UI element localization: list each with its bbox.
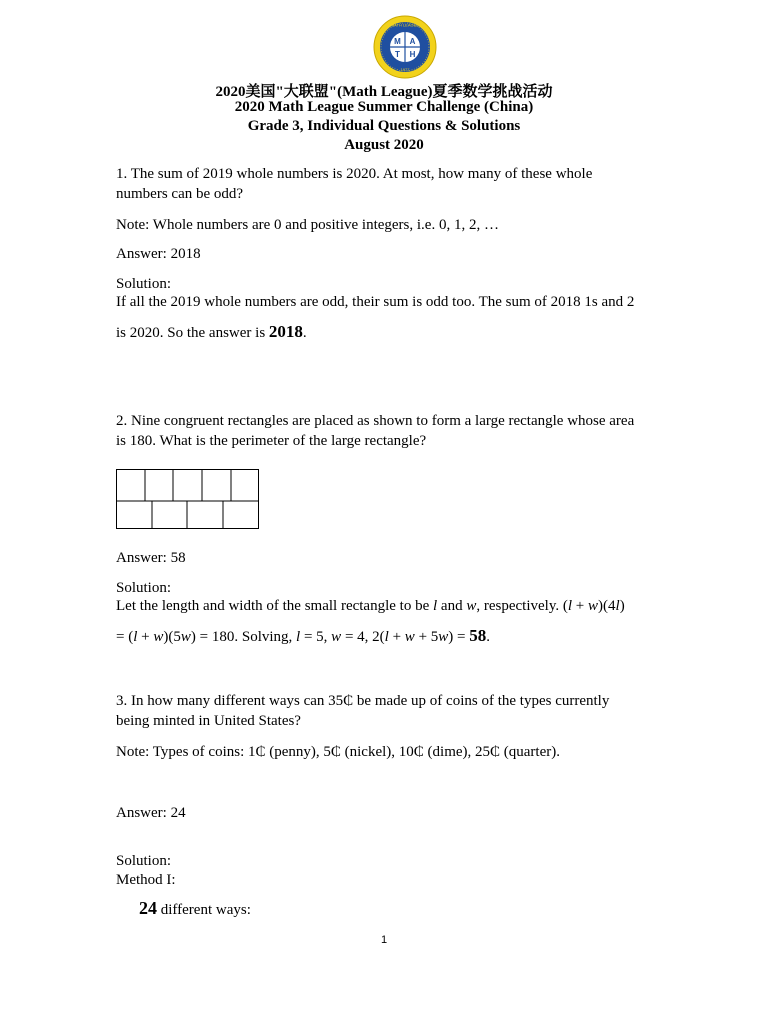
q1-solution-line2: is 2020. So the answer is 2018. [116, 322, 307, 341]
q2-answer: Answer: 58 [116, 550, 186, 566]
q2-solution-line1: Let the length and width of the small rectangle to be l and w, respectively. (l + w)(4l) [116, 598, 625, 614]
q2-answer-highlight: 58 [469, 626, 487, 645]
q1-answer-highlight: 2018 [268, 322, 303, 341]
header-title-english: 2020 Math League Summer Challenge (China) [234, 99, 534, 115]
q2-question-line2: is 180. What is the perimeter of the large rectangle? [116, 433, 427, 449]
q2-question-line1: 2. Nine congruent rectangles are placed as shown to form a large rectangle whose area [116, 413, 635, 429]
logo-ring-text: MATH LEAGUE [390, 22, 420, 28]
q2-solution-line2: = (l + w)(5w) = 180. Solving, l = 5, w = 4, 2(l + w + 5w) = 58. [116, 626, 491, 645]
q3-ways-line: 24 different ways: [139, 898, 251, 918]
q3-question-line2: being minted in United States? [116, 713, 301, 729]
logo-letter-m: M [394, 37, 401, 46]
q1-solution-label: Solution: [116, 276, 172, 292]
q3-ways-count: 24 [139, 898, 157, 918]
logo-year: 1977 [400, 67, 410, 72]
q3-solution-label: Solution: [116, 853, 172, 869]
logo-letter-t: T [395, 50, 400, 59]
q1-note: Note: Whole numbers are 0 and positive integers, i.e. 0, 1, 2, … [116, 217, 499, 233]
nine-rectangles-figure [116, 469, 259, 529]
header-title-chinese: 2020美国"大联盟"(Math League)夏季数学挑战活动 [215, 84, 553, 100]
q3-question-line1: 3. In how many different ways can 35₵ be made up of coins of the types currently [116, 693, 610, 709]
q3-note: Note: Types of coins: 1₵ (penny), 5₵ (nickel), 10₵ (dime), 25₵ (quarter). [116, 744, 560, 760]
q1-question-line2: numbers can be odd? [116, 186, 244, 202]
q1-answer: Answer: 2018 [116, 246, 201, 262]
q1-solution-line1: If all the 2019 whole numbers are odd, their sum is odd too. The sum of 2018 1s and 2 [116, 294, 635, 310]
logo-letter-h: H [409, 50, 416, 59]
page-number: 1 [380, 934, 388, 946]
logo-letter-a: A [409, 37, 416, 46]
header-date: August 2020 [344, 137, 424, 153]
q3-answer: Answer: 24 [116, 805, 186, 821]
q2-solution-label: Solution: [116, 580, 172, 596]
q1-question-line1: 1. The sum of 2019 whole numbers is 2020. At most, how many of these whole [116, 166, 593, 182]
header-grade: Grade 3, Individual Questions & Solutions [247, 118, 521, 134]
q3-method-label: Method I: [116, 872, 176, 888]
math-league-seal-icon [373, 15, 437, 79]
